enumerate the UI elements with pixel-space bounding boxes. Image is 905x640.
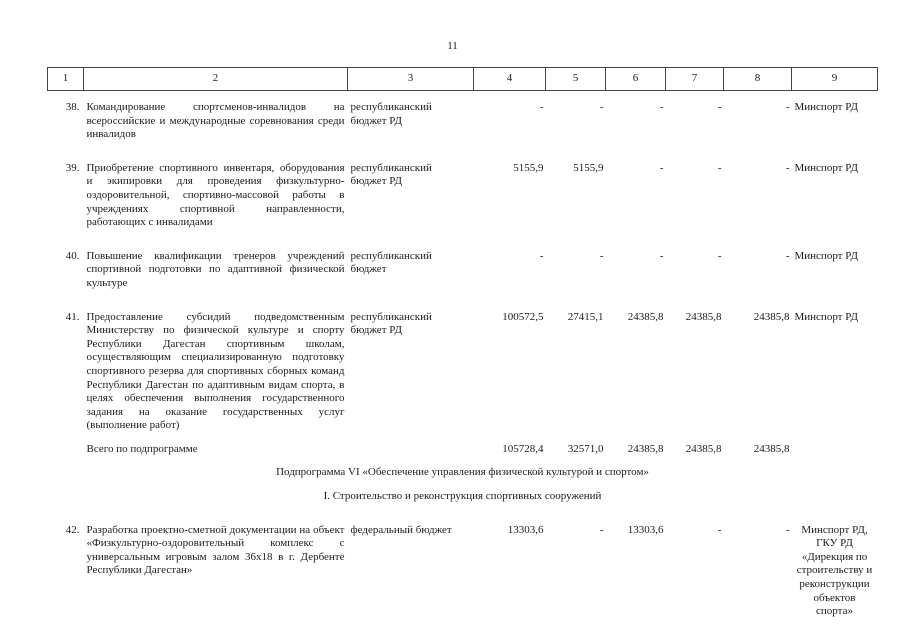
row-description: Разработка проектно-сметной документации на объект «Физкультурно-оздоровительный комплекс с универсальным игровым залом 36х18 в г. Дербенте Республики Дагестан» bbox=[86, 523, 345, 577]
table-row bbox=[48, 250, 878, 291]
row-value-col5: - bbox=[599, 249, 604, 262]
total-value-col7: 24385,8 bbox=[685, 442, 722, 455]
total-value-col6: 24385,8 bbox=[627, 442, 664, 455]
row-number: 38. bbox=[65, 101, 80, 113]
row-value-col5: - bbox=[599, 101, 604, 113]
row-value-col7: - bbox=[717, 101, 722, 113]
row-value-col5: 5155,9 bbox=[573, 161, 604, 174]
header-col-1: 1 bbox=[48, 68, 84, 91]
page-number: 11 bbox=[447, 40, 458, 52]
row-value-col7: - bbox=[717, 249, 722, 262]
header-col-8: 8 bbox=[724, 68, 792, 91]
row-value-col8: 24385,8 bbox=[753, 310, 790, 323]
row-description: Повышение квалификации тренеров учреждений спортивной подготовки по адаптивной физической культуре bbox=[86, 249, 345, 289]
row-description: Предоставление субсидий подведомственным Министерству по физической культуре и спорту Республики Дагестан спортивным школам, осуществляющим специализированную подготовку спортивного резерва для спортивных сборных команд Республики Дагестан по адаптивным видам спорта, в целях обеспечения выполнения государственного задания на оказание государственных услуг (выполнение работ) bbox=[86, 310, 345, 432]
row-source: республиканский бюджет РД bbox=[350, 161, 432, 188]
row-value-col8: - bbox=[785, 249, 790, 262]
subprogram-title: Подпрограмма VI «Обеспечение управления физической культурой и спортом» bbox=[276, 466, 649, 479]
row-number: 40. bbox=[65, 249, 80, 262]
section-title: I. Строительство и реконструкция спортивных сооружений bbox=[323, 490, 602, 503]
row-value-col7: - bbox=[717, 523, 722, 536]
header-col-9: 9 bbox=[792, 68, 878, 91]
row-responsible: Минспорт РД, ГКУ РД «Дирекция по строительству и реконструкции объектов спорта» bbox=[796, 523, 873, 618]
header-col-6: 6 bbox=[606, 68, 666, 91]
row-responsible: Минспорт РД bbox=[794, 249, 859, 262]
row-value-col7: 24385,8 bbox=[685, 310, 722, 323]
row-value-col4: 100572,5 bbox=[502, 310, 544, 323]
row-value-col6: - bbox=[659, 249, 664, 262]
row-value-col6: 13303,6 bbox=[627, 523, 664, 536]
total-value-col4: 105728,4 bbox=[502, 442, 544, 455]
table-row bbox=[48, 311, 878, 433]
row-responsible: Минспорт РД bbox=[794, 310, 859, 323]
row-source: федеральный бюджет bbox=[350, 523, 452, 536]
row-source: республиканский бюджет РД bbox=[350, 310, 432, 337]
total-value-col8: 24385,8 bbox=[753, 442, 790, 455]
row-responsible: Минспорт РД bbox=[794, 161, 859, 174]
row-responsible: Минспорт РД bbox=[794, 101, 859, 113]
header-col-7: 7 bbox=[666, 68, 724, 91]
row-value-col6: - bbox=[659, 101, 664, 113]
row-value-col8: - bbox=[785, 101, 790, 113]
header-col-3: 3 bbox=[348, 68, 474, 91]
total-row bbox=[48, 443, 878, 457]
row-value-col6: 24385,8 bbox=[627, 310, 664, 323]
row-number: 41. bbox=[65, 310, 80, 323]
header-col-5: 5 bbox=[546, 68, 606, 91]
total-value-col5: 32571,0 bbox=[567, 442, 604, 455]
row-value-col4: 13303,6 bbox=[507, 523, 544, 536]
program-table bbox=[47, 67, 878, 619]
table-row bbox=[48, 524, 878, 619]
row-value-col4: - bbox=[539, 249, 544, 262]
table-row bbox=[48, 101, 878, 142]
row-value-col4: 5155,9 bbox=[513, 161, 544, 174]
row-description: Приобретение спортивного инвентаря, оборудования и экипировки для проведения физкультурно-оздоровительной, спортивно-массовой работы в учреждениях спортивной направленности, работающих с инвалидами bbox=[86, 161, 345, 229]
row-description: Командирование спортсменов-инвалидов на всероссийские и международные соревнования среди инвалидов bbox=[86, 101, 345, 141]
row-value-col8: - bbox=[785, 523, 790, 536]
row-value-col8: - bbox=[785, 161, 790, 174]
row-value-col5: - bbox=[599, 523, 604, 536]
header-col-2: 2 bbox=[84, 68, 348, 91]
row-number: 42. bbox=[65, 523, 80, 536]
table-row bbox=[48, 162, 878, 230]
row-value-col5: 27415,1 bbox=[567, 310, 604, 323]
row-value-col7: - bbox=[717, 161, 722, 174]
row-source: республиканский бюджет РД bbox=[350, 101, 432, 127]
row-value-col6: - bbox=[659, 161, 664, 174]
row-source: республиканский бюджет bbox=[350, 249, 432, 276]
table-header bbox=[48, 68, 878, 91]
header-col-4: 4 bbox=[474, 68, 546, 91]
row-number: 39. bbox=[65, 161, 80, 174]
total-label: Всего по подпрограмме bbox=[86, 442, 198, 455]
row-value-col4: - bbox=[539, 101, 544, 113]
